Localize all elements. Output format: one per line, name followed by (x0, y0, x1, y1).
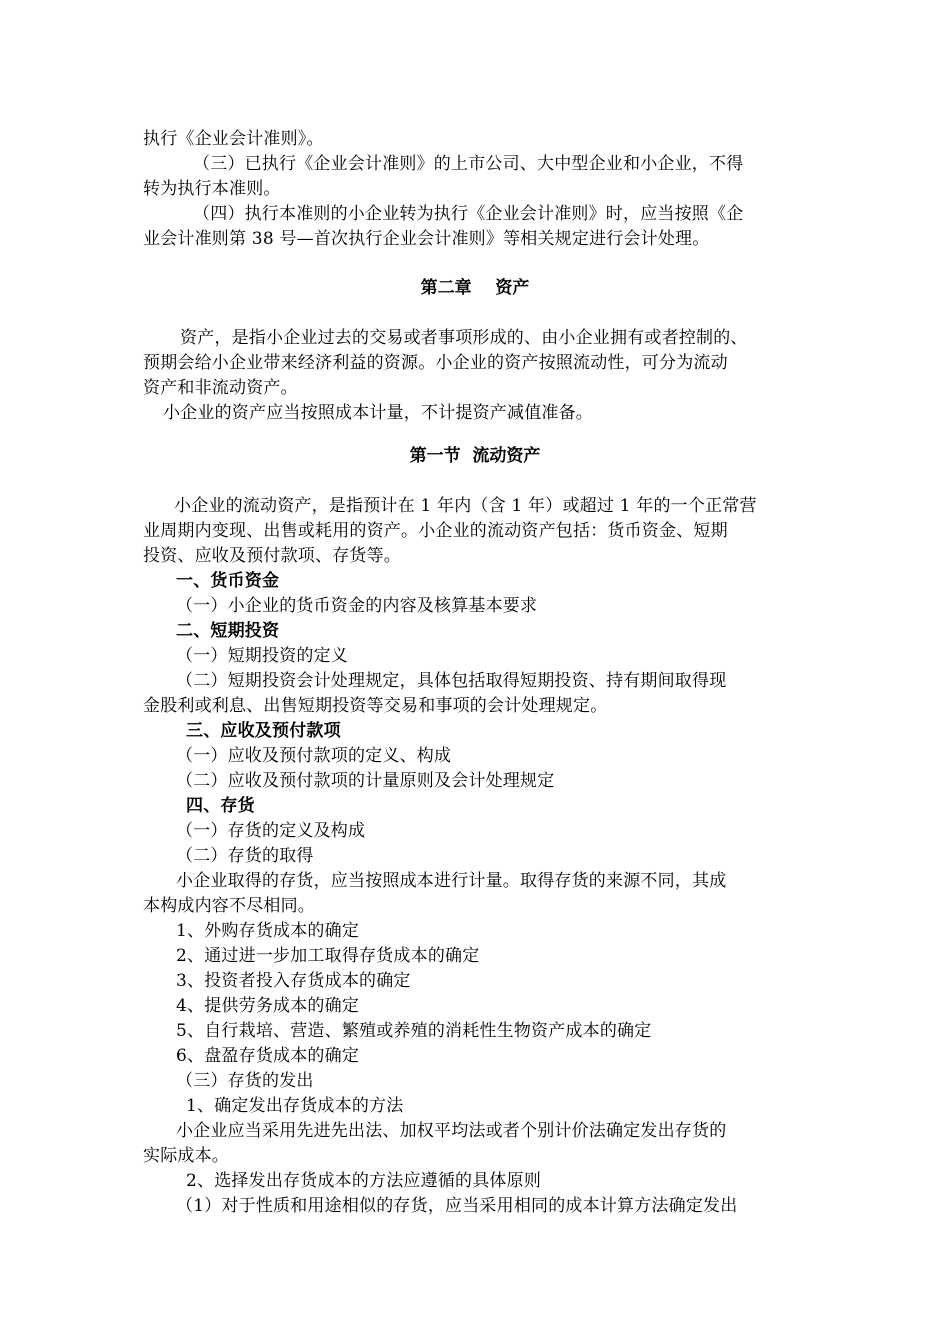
paragraph-line: 资产，是指小企业过去的交易或者事项形成的、由小企业拥有或者控制的、 (180, 328, 748, 348)
list-item: 3、投资者投入存货成本的确定 (176, 971, 411, 991)
paragraph-line: 业会计准则第 38 号—首次执行企业会计准则》等相关规定进行会计处理。 (143, 229, 710, 249)
subsection-heading: 二、短期投资 (176, 621, 280, 641)
paragraph-line: （一）存货的定义及构成 (176, 821, 366, 841)
list-item: 1、确定发出存货成本的方法 (186, 1096, 404, 1116)
list-item: 5、自行栽培、营造、繁殖或养殖的消耗性生物资产成本的确定 (176, 1021, 652, 1041)
paragraph-line: （一）短期投资的定义 (176, 646, 348, 666)
section-title: 第一节 流动资产 (409, 446, 541, 466)
paragraph-line: （三）已执行《企业会计准则》的上市公司、大中型企业和小企业，不得 (193, 154, 744, 174)
paragraph-line: （一）应收及预付款项的定义、构成 (176, 746, 452, 766)
paragraph-line: 本构成内容不尽相同。 (143, 896, 315, 916)
subsection-heading: 一、货币资金 (176, 571, 280, 591)
paragraph-line: 业周期内变现、出售或耗用的资产。小企业的流动资产包括：货币资金、短期 (143, 521, 728, 541)
paragraph-line: （一）小企业的货币资金的内容及核算基本要求 (176, 596, 538, 616)
paragraph-line: 小企业的资产应当按照成本计量，不计提资产减值准备。 (163, 403, 593, 423)
paragraph-line: 执行《企业会计准则》。 (143, 129, 324, 149)
paragraph-line: 金股利或利息、出售短期投资等交易和事项的会计处理规定。 (143, 696, 608, 716)
paragraph-line: （二）应收及预付款项的计量原则及会计处理规定 (176, 771, 555, 791)
paragraph-line: （二）短期投资会计处理规定，具体包括取得短期投资、持有期间取得现 (176, 671, 727, 691)
list-item: 2、通过进一步加工取得存货成本的确定 (176, 946, 480, 966)
paragraph-line: （四）执行本准则的小企业转为执行《企业会计准则》时，应当按照《企 (193, 204, 744, 224)
subsection-heading: 四、存货 (186, 796, 255, 816)
paragraph-line: 小企业应当采用先进先出法、加权平均法或者个别计价法确定发出存货的 (176, 1121, 727, 1141)
paragraph-line: 小企业取得的存货，应当按照成本进行计量。取得存货的来源不同，其成 (176, 871, 727, 891)
paragraph-line: （1）对于性质和用途相似的存货，应当采用相同的成本计算方法确定发出 (176, 1196, 738, 1216)
paragraph-line: 实际成本。 (143, 1146, 229, 1166)
list-item: 1、外购存货成本的确定 (176, 921, 360, 941)
paragraph-line: （二）存货的取得 (176, 846, 314, 866)
list-item: 6、盘盈存货成本的确定 (176, 1046, 360, 1066)
paragraph-line: 资产和非流动资产。 (143, 378, 298, 398)
paragraph-line: 投资、应收及预付款项、存货等。 (143, 546, 401, 566)
list-item: 4、提供劳务成本的确定 (176, 996, 360, 1016)
paragraph-line: 预期会给小企业带来经济利益的资源。小企业的资产按照流动性，可分为流动 (143, 353, 728, 373)
paragraph-line: 小企业的流动资产，是指预计在 1 年内（含 1 年）或超过 1 年的一个正常营 (174, 496, 757, 516)
subsection-heading: 三、应收及预付款项 (186, 721, 341, 741)
chapter-title: 第二章 资产 (420, 278, 530, 298)
paragraph-line: 转为执行本准则。 (143, 179, 281, 199)
list-item: 2、选择发出存货成本的方法应遵循的具体原则 (186, 1171, 542, 1191)
paragraph-line: （三）存货的发出 (176, 1071, 314, 1091)
